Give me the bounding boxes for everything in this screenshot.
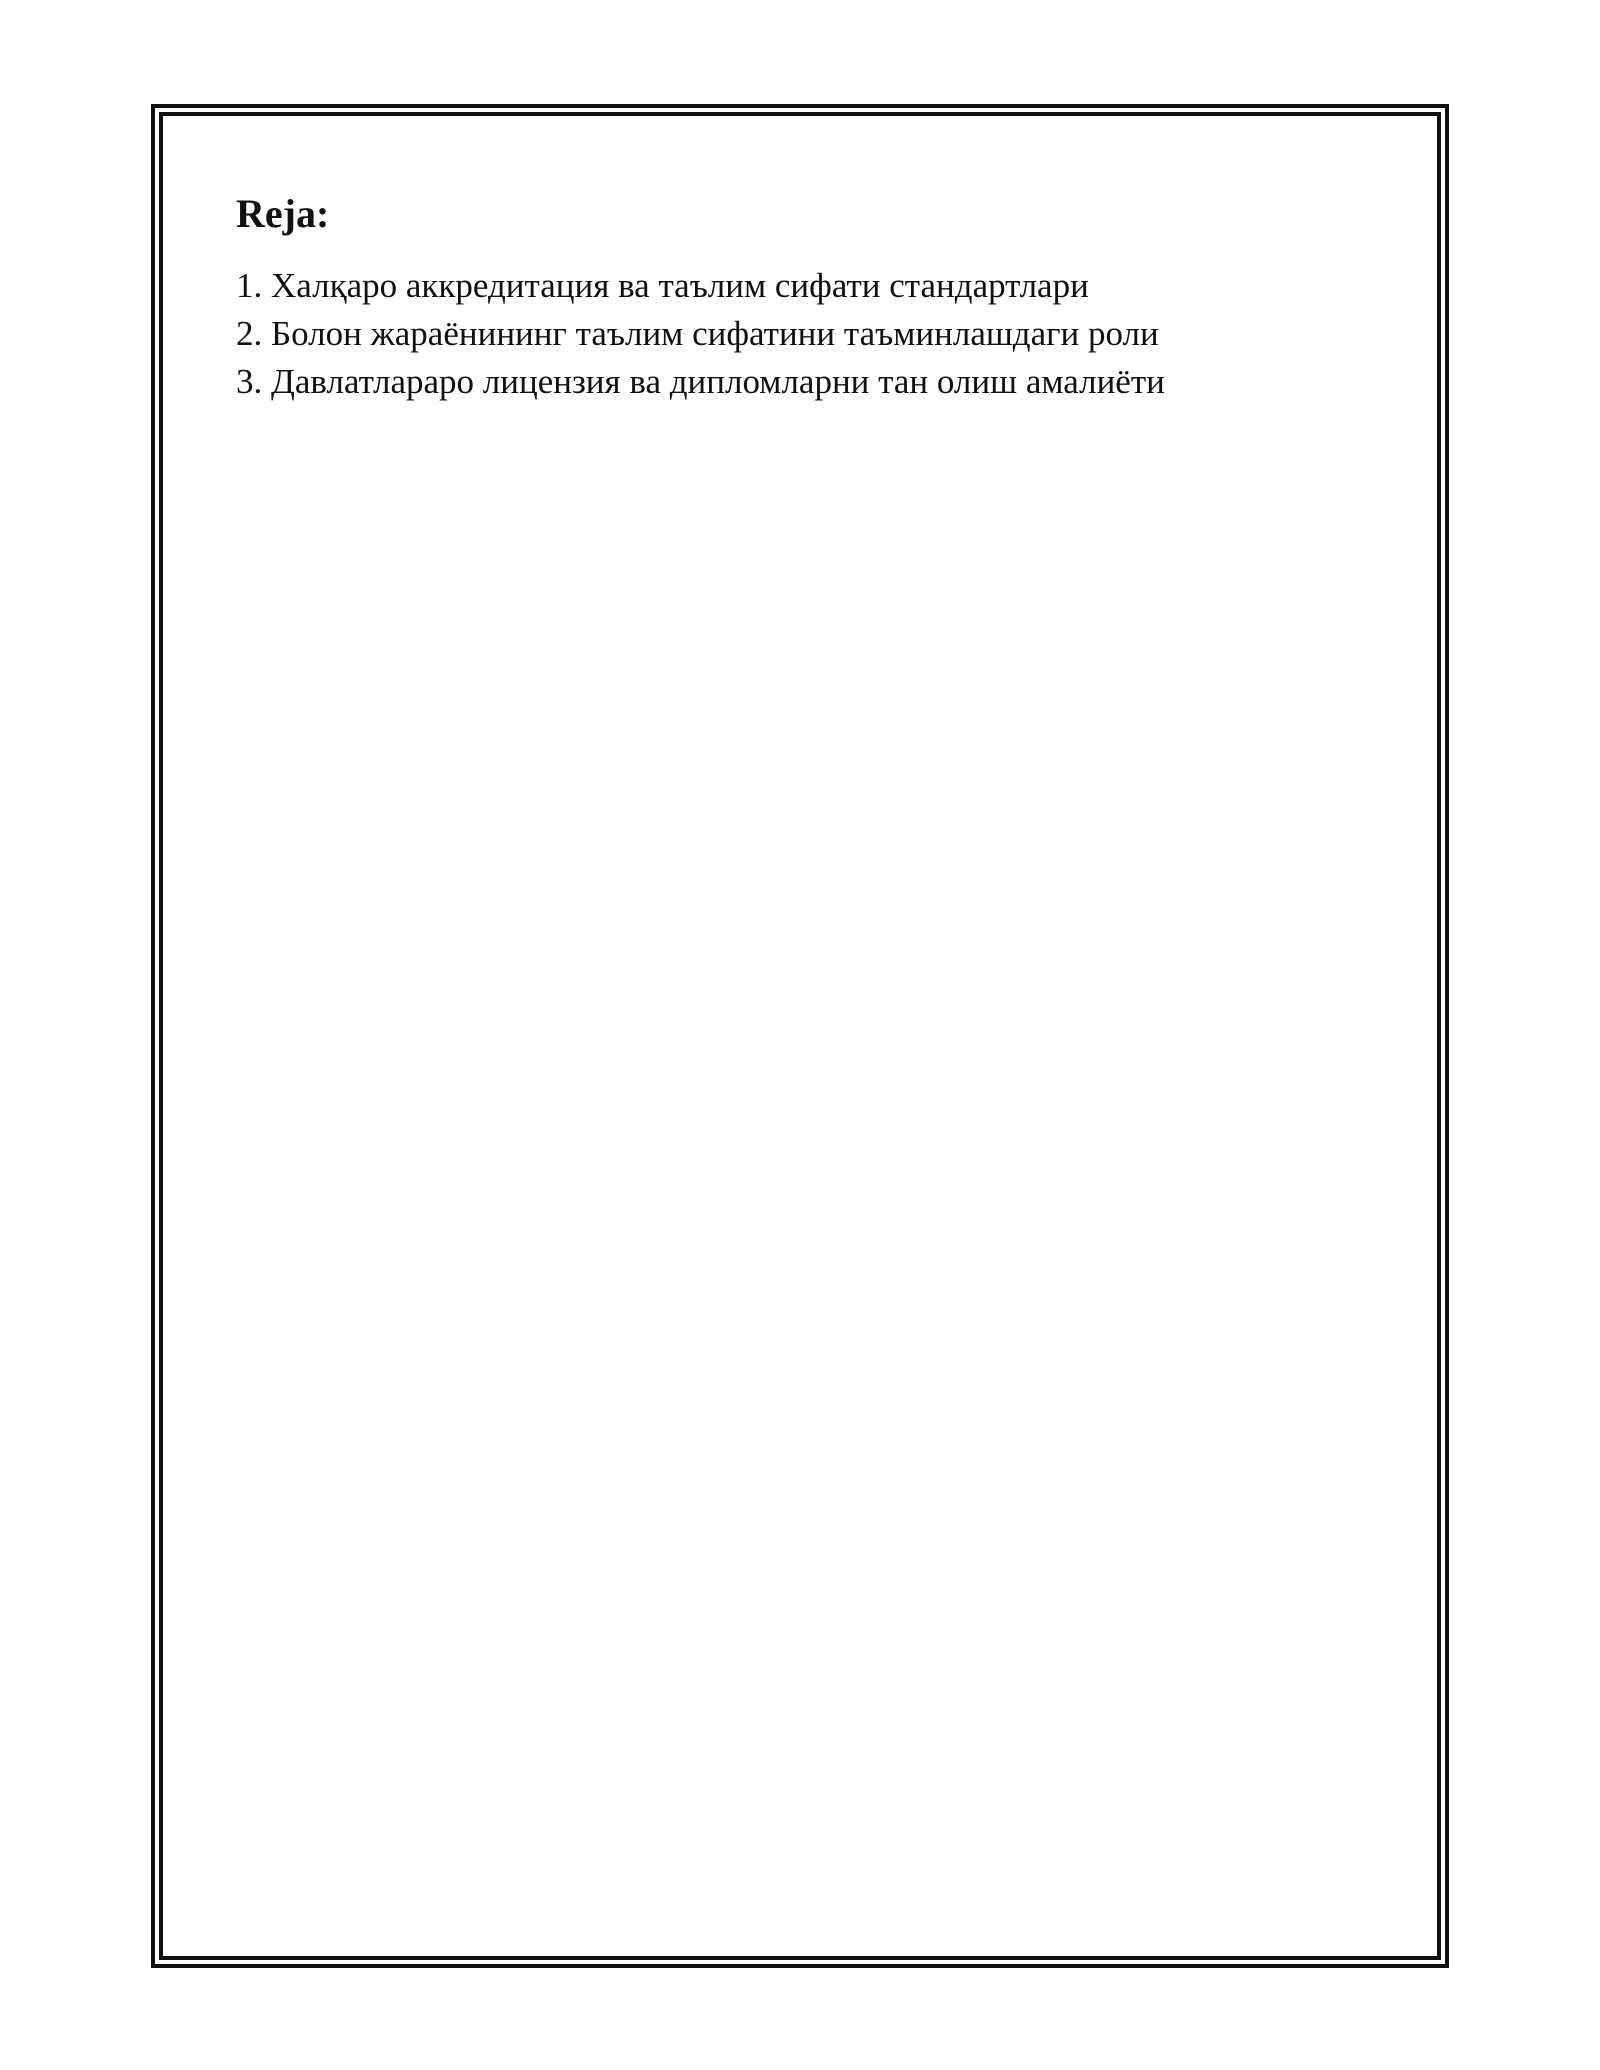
plan-item-number: 1. bbox=[236, 266, 263, 305]
plan-item-text: Халқаро аккредитация ва таълим сифати стандартлари bbox=[271, 266, 1089, 305]
plan-item-text: Болон жараёнининг таълим сифатини таъминлашдаги роли bbox=[271, 314, 1159, 353]
plan-item-number: 3. bbox=[236, 362, 263, 401]
document-content bbox=[236, 188, 1356, 406]
plan-heading: Reja: bbox=[236, 191, 330, 236]
plan-list bbox=[236, 262, 1356, 406]
plan-item bbox=[236, 262, 1356, 310]
plan-item-text: Давлатлараро лицензия ва дипломларни тан олиш амалиёти bbox=[271, 362, 1165, 401]
plan-item bbox=[236, 310, 1356, 358]
plan-item bbox=[236, 358, 1356, 406]
plan-item-number: 2. bbox=[236, 314, 263, 353]
